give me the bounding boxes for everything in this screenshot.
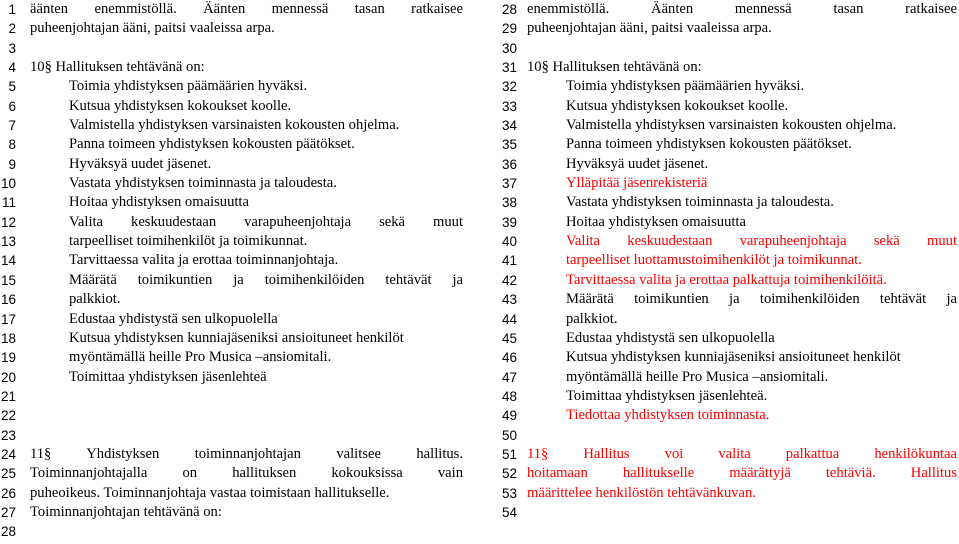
changed-text: määrittelee henkilöstön tehtävänkuvan.	[527, 484, 756, 501]
left-line	[0, 426, 470, 445]
left-line	[0, 135, 470, 154]
right-line	[498, 232, 959, 251]
left-line	[0, 251, 470, 270]
right-line	[498, 348, 959, 367]
line-number: 3	[8, 40, 16, 56]
line-number: 6	[8, 98, 16, 114]
right-line	[498, 19, 959, 38]
line-text: Hyväksyä uudet jäsenet.	[69, 155, 212, 172]
line-number: 25	[0, 466, 16, 482]
line-number: 43	[501, 292, 517, 308]
line-number: 2	[8, 21, 16, 37]
left-line	[0, 232, 470, 251]
right-line	[498, 464, 959, 483]
right-line	[498, 271, 959, 290]
changed-text: Tarvittaessa valita ja erottaa palkattuja toimihenkilöitä.	[566, 271, 887, 288]
line-text: puheenjohtajan ääni, paitsi vaaleissa arpa.	[30, 20, 275, 37]
line-number: 36	[501, 156, 517, 172]
left-line	[0, 406, 470, 425]
left-line	[0, 503, 470, 522]
line-number: 49	[501, 408, 517, 424]
line-number: 23	[0, 427, 16, 443]
left-line	[0, 348, 470, 367]
line-text: Hoitaa yhdistyksen omaisuutta	[69, 194, 249, 211]
line-text: 10§ Hallituksen tehtävänä on:	[527, 59, 702, 76]
left-line	[0, 310, 470, 329]
line-number: 16	[0, 292, 16, 308]
line-number: 9	[8, 156, 16, 172]
changed-text: tarpeelliset luottamustoimihenkilöt ja toimikunnat.	[566, 252, 862, 269]
line-text: enemmistöllä. Äänten mennessä tasan ratkaisee	[527, 1, 957, 17]
line-text: Toiminnanjohtajan tehtävänä on:	[30, 503, 222, 520]
line-number: 51	[501, 446, 517, 462]
left-line	[0, 464, 470, 483]
line-text: Kutsua yhdistyksen kokoukset koolle.	[566, 97, 789, 114]
line-text: Toiminnanjohtajalla on hallituksen kokouksissa vain	[30, 465, 463, 482]
line-text: palkkiot.	[69, 291, 121, 308]
line-number: 18	[0, 330, 16, 346]
line-number: 40	[501, 234, 517, 250]
right-line	[498, 135, 959, 154]
right-line	[498, 251, 959, 270]
left-column-original	[0, 0, 470, 542]
line-number: 10	[0, 176, 16, 192]
line-number: 4	[8, 60, 16, 76]
right-line	[498, 310, 959, 329]
line-text: Määrätä toimikuntien ja toimihenkilöiden tehtävät ja	[566, 291, 957, 308]
line-text: 11§ Yhdistyksen toiminnanjohtajan valitsee hallitus.	[30, 445, 463, 462]
line-number: 27	[0, 504, 16, 520]
changed-text: 11§ Hallitus voi valita palkattua henkilökuntaa	[527, 445, 957, 462]
right-line	[498, 58, 959, 77]
line-text: tarpeelliset toimihenkilöt ja toimikunnat.	[69, 233, 308, 250]
line-text: Panna toimeen yhdistyksen kokousten päätökset.	[566, 136, 852, 153]
line-text: Edustaa yhdistystä sen ulkopuolella	[566, 329, 775, 346]
right-line	[498, 426, 959, 445]
line-text: Kutsua yhdistyksen kokoukset koolle.	[69, 97, 292, 114]
right-line	[498, 484, 959, 503]
right-line	[498, 174, 959, 193]
line-text: Hyväksyä uudet jäsenet.	[566, 155, 709, 172]
line-number: 28	[501, 2, 517, 17]
line-number: 38	[501, 195, 517, 211]
right-column-revised	[498, 0, 959, 522]
changed-text: Ylläpitää jäsenrekisteriä	[566, 175, 708, 192]
line-number: 47	[501, 369, 517, 385]
line-text: Valita keskuudestaan varapuheenjohtaja sekä muut	[69, 213, 463, 230]
right-line	[498, 329, 959, 348]
line-number: 13	[0, 234, 16, 250]
line-text: myöntämällä heille Pro Musica –ansiomitali.	[69, 349, 332, 366]
right-line	[498, 77, 959, 96]
line-number: 35	[501, 137, 517, 153]
right-line	[498, 503, 959, 522]
left-line	[0, 368, 470, 387]
line-number: 11	[1, 195, 16, 211]
line-text: Panna toimeen yhdistyksen kokousten päätökset.	[69, 136, 355, 153]
left-line	[0, 0, 470, 19]
line-number: 24	[0, 446, 16, 462]
line-number: 5	[8, 79, 16, 95]
left-line	[0, 97, 470, 116]
line-number: 34	[501, 118, 517, 134]
line-text: Vastata yhdistyksen toiminnasta ja taloudesta.	[69, 175, 337, 192]
right-line	[498, 290, 959, 309]
left-line	[0, 116, 470, 135]
right-line	[498, 155, 959, 174]
line-number: 52	[501, 466, 517, 482]
line-text: puheoikeus. Toiminnanjohtaja vastaa toimistaan hallitukselle.	[30, 484, 390, 501]
line-text: Toimittaa yhdistyksen jäsenlehteä	[69, 368, 267, 385]
right-line	[498, 406, 959, 425]
line-text: Määrätä toimikuntien ja toimihenkilöiden tehtävät ja	[69, 271, 463, 288]
line-number: 33	[501, 98, 517, 114]
right-line	[498, 0, 959, 19]
line-number: 50	[501, 427, 517, 443]
line-number: 39	[501, 214, 517, 230]
line-number: 19	[0, 350, 16, 366]
line-number: 17	[0, 311, 16, 327]
line-text: Hoitaa yhdistyksen omaisuutta	[566, 213, 746, 230]
right-line	[498, 193, 959, 212]
line-text: Valmistella yhdistyksen varsinaisten kokousten ohjelma.	[69, 117, 400, 134]
left-line	[0, 19, 470, 38]
line-text: palkkiot.	[566, 310, 618, 327]
right-line	[498, 97, 959, 116]
changed-text: hoitamaan hallitukselle määrättyjä tehtäviä. Hallitus	[527, 465, 957, 482]
line-number: 21	[0, 388, 16, 404]
left-line	[0, 329, 470, 348]
line-number: 41	[501, 253, 517, 269]
changed-text: Valita keskuudestaan varapuheenjohtaja sekä muut	[566, 233, 957, 250]
left-line	[0, 522, 470, 541]
line-number: 42	[501, 272, 517, 288]
line-text: Toimia yhdistyksen päämäärien hyväksi.	[566, 78, 805, 95]
right-line	[498, 213, 959, 232]
left-line	[0, 193, 470, 212]
line-number: 20	[0, 369, 16, 385]
line-number: 14	[0, 253, 16, 269]
line-number: 15	[0, 272, 16, 288]
left-line	[0, 290, 470, 309]
right-line	[498, 387, 959, 406]
changed-text: Tiedottaa yhdistyksen toiminnasta.	[566, 407, 770, 424]
line-number: 1	[8, 2, 16, 17]
line-text: Edustaa yhdistystä sen ulkopuolella	[69, 310, 278, 327]
line-text: 10§ Hallituksen tehtävänä on:	[30, 59, 205, 76]
left-line	[0, 77, 470, 96]
left-line	[0, 387, 470, 406]
left-line	[0, 213, 470, 232]
line-number: 31	[501, 60, 517, 76]
left-line	[0, 155, 470, 174]
line-text: äänten enemmistöllä. Äänten mennessä tasan ratkaisee	[30, 1, 463, 17]
line-text: Toimia yhdistyksen päämäärien hyväksi.	[69, 78, 308, 95]
left-line	[0, 271, 470, 290]
line-number: 12	[0, 214, 16, 230]
line-number: 7	[8, 118, 16, 134]
left-line	[0, 174, 470, 193]
line-number: 48	[501, 388, 517, 404]
line-number: 26	[0, 485, 16, 501]
line-text: Vastata yhdistyksen toiminnasta ja taloudesta.	[566, 194, 834, 211]
line-text: Kutsua yhdistyksen kunniajäseniksi ansioituneet henkilöt	[566, 349, 901, 366]
line-text: Toimittaa yhdistyksen jäsenlehteä.	[566, 387, 768, 404]
line-number: 30	[501, 40, 517, 56]
line-text: myöntämällä heille Pro Musica –ansiomitali.	[566, 368, 829, 385]
line-number: 44	[501, 311, 517, 327]
line-number: 8	[8, 137, 16, 153]
line-number: 22	[0, 408, 16, 424]
left-line	[0, 484, 470, 503]
line-number: 46	[501, 350, 517, 366]
line-text: Tarvittaessa valita ja erottaa toiminnanjohtaja.	[69, 252, 339, 269]
left-line	[0, 39, 470, 58]
line-number: 45	[501, 330, 517, 346]
line-number: 53	[501, 485, 517, 501]
line-number: 37	[501, 176, 517, 192]
left-line	[0, 58, 470, 77]
right-line	[498, 116, 959, 135]
line-number: 29	[501, 21, 517, 37]
line-number: 28	[0, 524, 16, 540]
line-text: Kutsua yhdistyksen kunniajäseniksi ansioituneet henkilöt	[69, 329, 404, 346]
line-text: puheenjohtajan ääni, paitsi vaaleissa arpa.	[527, 20, 772, 37]
left-line	[0, 445, 470, 464]
line-number: 54	[501, 504, 517, 520]
right-line	[498, 445, 959, 464]
line-number: 32	[501, 79, 517, 95]
right-line	[498, 368, 959, 387]
right-line	[498, 39, 959, 58]
line-text: Valmistella yhdistyksen varsinaisten kokousten ohjelma.	[566, 117, 897, 134]
